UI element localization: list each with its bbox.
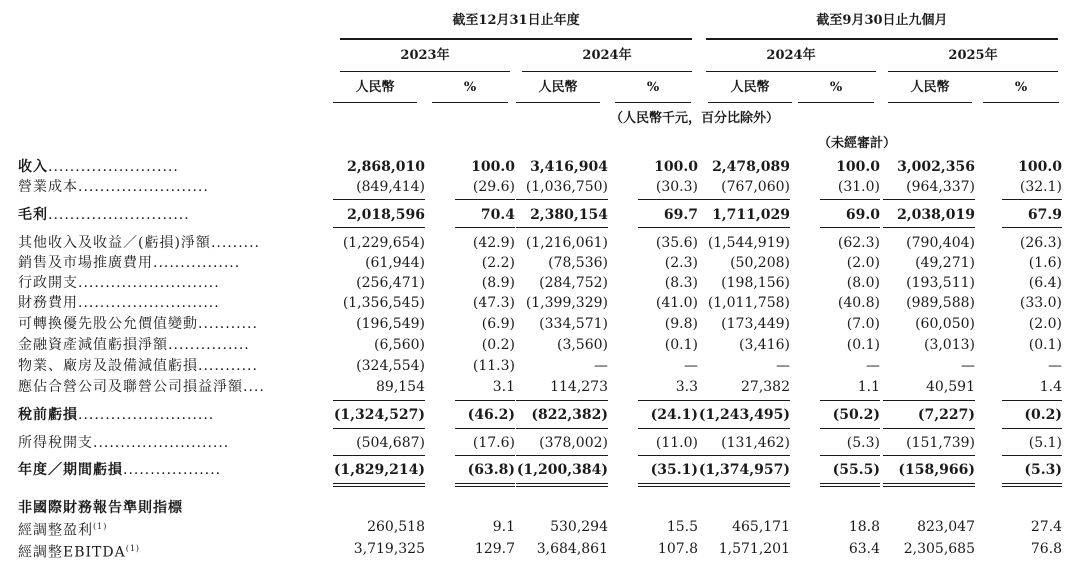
amount-cell: (790,404) <box>906 235 975 251</box>
row-label <box>18 378 265 396</box>
amount-cell: (284,752) <box>539 275 608 291</box>
non-ifrs-title: 非國際財務報告準則指標 <box>18 500 183 516</box>
amount-cell: (256,471) <box>356 275 425 291</box>
pct-cell: (0.2) <box>1024 407 1062 423</box>
row-label <box>18 434 229 452</box>
total-rule <box>1002 455 1062 456</box>
pct-cell: 107.8 <box>657 541 698 557</box>
pct-cell: (9.8) <box>664 316 698 332</box>
total-rule <box>698 227 790 228</box>
pct-header: % <box>463 80 477 95</box>
amount-cell: (198,156) <box>721 275 790 291</box>
total-rule <box>1002 483 1062 484</box>
pct-cell: (8.0) <box>846 275 880 291</box>
group-header-nine-months: 截至9月30日止九個月 <box>816 13 948 28</box>
amount-cell: 27,382 <box>741 379 790 395</box>
total-rule <box>820 199 880 200</box>
row-label-text: 應佔合營公司及聯營公司損益淨額 <box>18 379 243 395</box>
total-rule <box>1002 400 1062 401</box>
amount-cell: 530,294 <box>550 519 608 535</box>
row-label <box>18 206 190 224</box>
amount-cell: (1,216,061) <box>525 235 608 251</box>
total-rule <box>698 400 790 401</box>
leader-dots: ......................... <box>78 407 215 423</box>
amount-cell: (131,462) <box>721 435 790 451</box>
row-label <box>18 336 250 354</box>
pct-cell: (8.3) <box>664 275 698 291</box>
total-rule <box>516 199 608 200</box>
amount-cell: 89,154 <box>376 379 425 395</box>
amount-cell: (1,829,214) <box>333 462 425 478</box>
total-rule <box>698 483 790 484</box>
pct-cell: (0.2) <box>481 337 515 353</box>
year-header: 2025年 <box>948 48 998 63</box>
column-rule <box>888 102 972 103</box>
leader-dots: .......................... <box>78 275 220 291</box>
total-rule <box>333 227 425 228</box>
amount-cell: 465,171 <box>732 519 790 535</box>
leader-dots: ........... <box>198 358 258 374</box>
group-rule-nine-months <box>706 38 1058 40</box>
total-rule <box>638 227 698 228</box>
pct-cell: (5.3) <box>846 435 880 451</box>
unit-note: （人民幣千元，百分比除外） <box>610 111 780 126</box>
amount-cell: 3,684,861 <box>536 541 608 557</box>
leader-dots: .................. <box>123 462 222 478</box>
pct-cell: (50.2) <box>832 407 880 423</box>
amount-cell: (504,687) <box>356 435 425 451</box>
amount-cell: 2,038,019 <box>897 207 975 223</box>
total-rule <box>883 483 975 484</box>
row-label-text: 經調整盈利 <box>18 522 93 539</box>
total-rule <box>883 455 975 456</box>
total-rule <box>455 483 515 484</box>
amount-cell: (378,002) <box>539 435 608 451</box>
amount-cell: (3,416) <box>738 337 790 353</box>
total-rule <box>516 428 608 429</box>
amount-cell: 3,002,356 <box>897 159 975 175</box>
row-label-text: 收入 <box>18 159 48 175</box>
pct-cell: 18.8 <box>848 519 880 535</box>
total-rule <box>698 199 790 200</box>
row-label <box>18 406 214 424</box>
pct-cell: 100.0 <box>1018 159 1062 175</box>
column-rule <box>798 102 874 103</box>
leader-dots: .......................... <box>48 207 190 223</box>
pct-cell: (35.6) <box>655 235 698 251</box>
pct-cell: (6.9) <box>481 316 515 332</box>
leader-dots: ........... <box>198 316 258 332</box>
pct-cell: (0.1) <box>846 337 880 353</box>
total-rule <box>820 486 880 487</box>
amount-cell: (49,271) <box>915 255 975 271</box>
amount-cell: (50,208) <box>730 255 790 271</box>
amount-cell: (1,200,384) <box>516 462 608 478</box>
amount-cell: (60,050) <box>915 316 975 332</box>
footnote-marker: (1) <box>93 522 108 531</box>
pct-header: % <box>646 80 660 95</box>
amount-cell: (989,588) <box>906 295 975 311</box>
footnote-marker: (1) <box>125 544 141 553</box>
amount-cell: (849,414) <box>356 179 425 195</box>
row-label <box>18 461 221 479</box>
total-rule <box>698 428 790 429</box>
total-rule <box>455 199 515 200</box>
row-label-text: 毛利 <box>18 207 48 223</box>
amount-cell: (1,399,329) <box>525 295 608 311</box>
amount-cell: 114,273 <box>550 379 608 395</box>
row-label-text: 物業、廠房及設備減值虧損 <box>18 358 198 374</box>
row-label <box>18 158 179 176</box>
amount-cell: (1,544,919) <box>707 235 790 251</box>
year-rule <box>706 71 876 72</box>
leader-dots: ........................ <box>78 179 209 195</box>
amount-cell: 260,518 <box>367 519 425 535</box>
row-label <box>18 178 209 196</box>
total-rule <box>820 400 880 401</box>
pct-cell: (40.8) <box>837 295 880 311</box>
total-rule <box>638 428 698 429</box>
amount-cell: 1,711,029 <box>712 207 790 223</box>
total-rule <box>820 227 880 228</box>
pct-cell: (6.4) <box>1028 275 1062 291</box>
total-rule <box>638 486 698 487</box>
pct-cell: 69.0 <box>845 207 880 223</box>
amount-cell: (1,229,654) <box>342 235 425 251</box>
column-rule <box>432 102 508 103</box>
amount-cell: 3,416,904 <box>530 159 608 175</box>
amount-cell: (151,739) <box>906 435 975 451</box>
row-label-text: 財務費用 <box>18 295 78 311</box>
pct-cell: — <box>684 358 698 374</box>
total-rule <box>638 400 698 401</box>
amount-cell: (78,536) <box>548 255 608 271</box>
pct-cell: (0.1) <box>664 337 698 353</box>
total-rule <box>333 486 425 487</box>
row-label-text: 經調整EBITDA <box>18 544 126 561</box>
amount-cell: (6,560) <box>373 337 425 353</box>
year-header: 2024年 <box>766 48 816 63</box>
row-label-text: 可轉換優先股公允價值變動 <box>18 316 198 332</box>
amount-cell: 1,571,201 <box>718 541 790 557</box>
amount-cell: (1,011,758) <box>707 295 790 311</box>
amount-cell: 2,380,154 <box>530 207 608 223</box>
amount-cell: 40,591 <box>926 379 975 395</box>
row-label <box>18 274 220 292</box>
pct-cell: 3.1 <box>492 379 515 395</box>
row-label-text: 銷售及市場推廣費用 <box>18 255 153 271</box>
leader-dots: .......................... <box>78 295 220 311</box>
column-rule <box>516 102 600 103</box>
pct-cell: 67.9 <box>1027 207 1062 223</box>
pct-header: % <box>1014 80 1028 95</box>
pct-cell: (62.3) <box>837 235 880 251</box>
amount-cell: 823,047 <box>917 519 975 535</box>
total-rule <box>516 227 608 228</box>
pct-cell: (33.0) <box>1019 295 1062 311</box>
pct-cell: 100.0 <box>654 159 698 175</box>
leader-dots: ......................... <box>93 435 230 451</box>
pct-cell: 76.8 <box>1030 541 1062 557</box>
column-rule <box>983 102 1059 103</box>
row-label-text: 其他收入及收益／(虧損)淨額 <box>18 235 211 251</box>
total-rule <box>516 486 608 487</box>
row-label-text: 年度／期間虧損 <box>18 462 123 478</box>
amount-cell: (964,337) <box>906 179 975 195</box>
row-label <box>18 540 140 562</box>
pct-cell: 129.7 <box>474 541 515 557</box>
currency-header: 人民幣 <box>910 80 950 95</box>
leader-dots: .... <box>243 379 265 395</box>
pct-cell: 100.0 <box>471 159 515 175</box>
row-label-text: 行政開支 <box>18 275 78 291</box>
pct-cell: (5.3) <box>1024 462 1062 478</box>
row-label <box>18 518 107 540</box>
pct-cell: (2.0) <box>1028 316 1062 332</box>
amount-cell: (767,060) <box>721 179 790 195</box>
amount-cell: (196,549) <box>356 316 425 332</box>
pct-cell: 1.4 <box>1039 379 1062 395</box>
pct-cell: 9.1 <box>492 519 515 535</box>
leader-dots: ......... <box>210 235 260 251</box>
year-rule <box>340 71 510 72</box>
pct-cell: (5.1) <box>1028 435 1062 451</box>
amount-cell: (7,227) <box>917 407 975 423</box>
amount-cell: (158,966) <box>898 462 975 478</box>
total-rule <box>638 483 698 484</box>
pct-cell: (47.3) <box>472 295 515 311</box>
pct-cell: (0.1) <box>1028 337 1062 353</box>
pct-cell: (2.2) <box>481 255 515 271</box>
currency-header: 人民幣 <box>538 80 578 95</box>
total-rule <box>883 486 975 487</box>
amount-cell: (193,511) <box>906 275 975 291</box>
total-rule <box>516 400 608 401</box>
pct-cell: (26.3) <box>1019 235 1062 251</box>
total-rule <box>820 455 880 456</box>
amount-cell: (1,036,750) <box>525 179 608 195</box>
amount-cell: 2,478,089 <box>712 159 790 175</box>
total-rule <box>820 428 880 429</box>
pct-cell: (46.2) <box>467 407 515 423</box>
amount-cell: (334,571) <box>539 316 608 332</box>
row-label-text: 稅前虧損 <box>18 407 78 423</box>
pct-cell: (11.3) <box>472 358 515 374</box>
amount-cell: 2,868,010 <box>347 159 425 175</box>
total-rule <box>455 486 515 487</box>
amount-cell: 2,018,596 <box>347 207 425 223</box>
amount-cell: (1,374,957) <box>698 462 790 478</box>
amount-cell: (61,944) <box>365 255 425 271</box>
pct-cell: (55.5) <box>832 462 880 478</box>
row-label <box>18 234 260 252</box>
total-rule <box>333 428 425 429</box>
total-rule <box>333 483 425 484</box>
total-rule <box>333 400 425 401</box>
pct-cell: (63.8) <box>467 462 515 478</box>
total-rule <box>1002 227 1062 228</box>
total-rule <box>1002 428 1062 429</box>
column-rule <box>615 102 691 103</box>
total-rule <box>638 455 698 456</box>
amount-cell: 3,719,325 <box>353 541 425 557</box>
row-label <box>18 294 220 312</box>
total-rule <box>516 455 608 456</box>
pct-cell: (42.9) <box>472 235 515 251</box>
amount-cell: — <box>776 358 790 374</box>
pct-cell: 1.1 <box>857 379 880 395</box>
pct-cell: (41.0) <box>655 295 698 311</box>
total-rule <box>820 483 880 484</box>
total-rule <box>516 483 608 484</box>
total-rule <box>333 455 425 456</box>
pct-cell: (2.3) <box>664 255 698 271</box>
pct-cell: — <box>866 358 880 374</box>
pct-cell: 27.4 <box>1030 519 1062 535</box>
pct-cell: (8.9) <box>481 275 515 291</box>
pct-cell: 100.0 <box>836 159 880 175</box>
pct-cell: 3.3 <box>675 379 698 395</box>
pct-cell: (31.0) <box>837 179 880 195</box>
pct-cell: (24.1) <box>650 407 698 423</box>
year-rule <box>888 71 1058 72</box>
row-label-text: 金融資產減值虧損淨額 <box>18 337 168 353</box>
unaudited-note: （未經審計） <box>818 136 897 151</box>
pct-cell: (32.1) <box>1019 179 1062 195</box>
amount-cell: (1,356,545) <box>342 295 425 311</box>
row-label <box>18 254 240 272</box>
pct-cell: 63.4 <box>848 541 880 557</box>
amount-cell: — <box>961 358 975 374</box>
amount-cell: (173,449) <box>721 316 790 332</box>
group-rule-annual <box>340 38 692 40</box>
currency-header: 人民幣 <box>355 80 395 95</box>
year-header: 2024年 <box>582 48 632 63</box>
total-rule <box>883 199 975 200</box>
total-rule <box>455 400 515 401</box>
pct-cell: (35.1) <box>650 462 698 478</box>
pct-cell: 70.4 <box>480 207 515 223</box>
total-rule <box>455 428 515 429</box>
total-rule <box>698 486 790 487</box>
leader-dots: ................ <box>153 255 241 271</box>
row-label <box>18 315 258 333</box>
pct-cell: (1.6) <box>1028 255 1062 271</box>
pct-cell: (17.6) <box>472 435 515 451</box>
column-rule <box>708 102 792 103</box>
pct-cell: (30.3) <box>655 179 698 195</box>
amount-cell: — <box>594 358 608 374</box>
row-label-text: 所得稅開支 <box>18 435 93 451</box>
total-rule <box>883 428 975 429</box>
total-rule <box>1002 486 1062 487</box>
pct-header: % <box>829 80 843 95</box>
total-rule <box>333 199 425 200</box>
pct-cell: 15.5 <box>666 519 698 535</box>
currency-header: 人民幣 <box>730 80 770 95</box>
total-rule <box>455 227 515 228</box>
group-header-annual: 截至12月31日止年度 <box>452 13 580 28</box>
amount-cell: (822,382) <box>531 407 608 423</box>
pct-cell: (11.0) <box>655 435 698 451</box>
leader-dots: ............... <box>168 337 250 353</box>
column-rule <box>333 102 417 103</box>
leader-dots: ........................ <box>48 159 179 175</box>
total-rule <box>455 455 515 456</box>
pct-cell: — <box>1048 358 1062 374</box>
amount-cell: (3,560) <box>556 337 608 353</box>
total-rule <box>883 400 975 401</box>
row-label-text: 營業成本 <box>18 179 78 195</box>
pct-cell: 69.7 <box>663 207 698 223</box>
pct-cell: (29.6) <box>472 179 515 195</box>
amount-cell: (1,243,495) <box>698 407 790 423</box>
amount-cell: 2,305,685 <box>903 541 975 557</box>
total-rule <box>638 199 698 200</box>
amount-cell: (3,013) <box>923 337 975 353</box>
pct-cell: (7.0) <box>846 316 880 332</box>
amount-cell: (324,554) <box>356 358 425 374</box>
total-rule <box>1002 199 1062 200</box>
amount-cell: (1,324,527) <box>333 407 425 423</box>
pct-cell: (2.0) <box>846 255 880 271</box>
total-rule <box>698 455 790 456</box>
row-label <box>18 357 258 375</box>
year-rule <box>522 71 692 72</box>
year-header: 2023年 <box>400 48 450 63</box>
total-rule <box>883 227 975 228</box>
